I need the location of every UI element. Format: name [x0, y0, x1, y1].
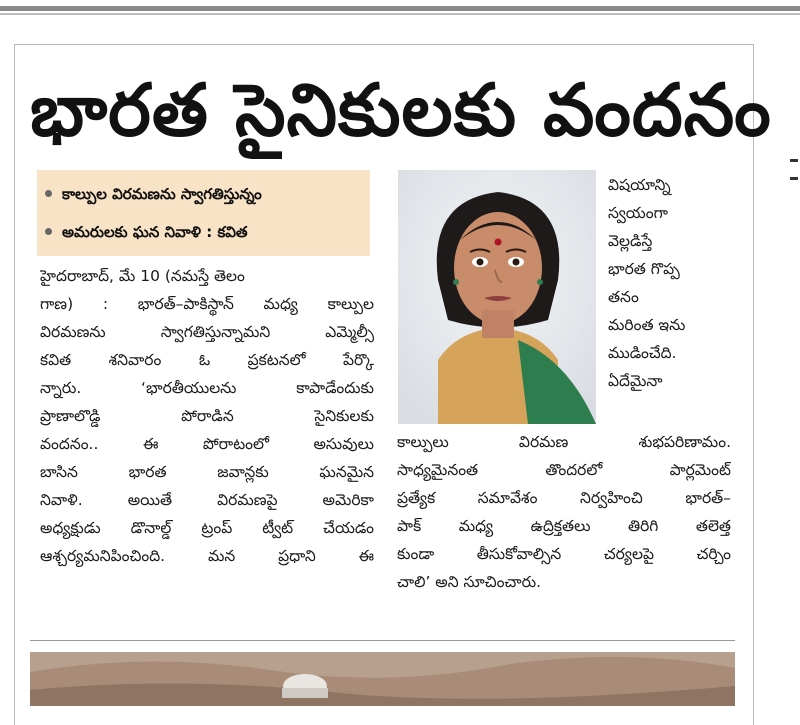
headline: భారత సైనికులకు వందనం [30, 68, 772, 152]
section-divider [30, 640, 735, 641]
bullet-icon [45, 228, 52, 235]
highlight-item [37, 214, 248, 250]
body-line: చాలి’ అని సూచించారు. [397, 573, 542, 591]
body-line: కవిత శనివారం ఓ ప్రకటనలో పేర్కొ [40, 351, 374, 369]
body-line: అధ్యక్షుడు డొనాల్డ్ ట్రంప్ ట్వీట్ చేయడం [40, 519, 374, 537]
portrait-illustration [398, 170, 596, 424]
body-line: ప్రాణాలొడ్డి పోరాడిన సైనికులకు [40, 407, 374, 425]
highlight-text: అమరులకు ఘన నివాళి : కవిత [62, 223, 248, 241]
bullet-icon [45, 190, 52, 197]
body-line: సాధ్యమైనంత తొందరలో పార్లమెంట్ [397, 461, 731, 479]
body-line: ముడించేది. [608, 344, 677, 362]
body-line: హైదరాబాద్, మే 10 (నమస్తే తెలం [40, 267, 245, 285]
body-line: విషయాన్ని [608, 176, 671, 194]
body-line: ఏదేమైనా [608, 372, 663, 390]
body-line: పాక్ మధ్య ఉద్రిక్తతలు తిరిగి తలెత్త [397, 517, 731, 535]
top-rule [0, 6, 800, 11]
body-line: కుండా తీసుకోవాల్సిన చర్యలపై చర్చిం [397, 545, 731, 563]
body-line: ప్రత్యేక సమావేశం నిర్వహించి భారత్– [397, 489, 731, 507]
body-line: గాణ) : భారత్–పాకిస్థాన్ మధ్య కాల్పుల [40, 295, 374, 313]
body-line: వందనం.. ఈ పోరాటంలో అసువులు [40, 435, 374, 453]
body-line: వెల్లడిస్తే [608, 232, 653, 250]
portrait-photo [398, 170, 596, 424]
body-line: స్వయంగా [608, 204, 668, 222]
highlight-text: కాల్పుల విరమణను స్వాగతిస్తున్నం [62, 185, 262, 203]
body-column-left [40, 262, 374, 570]
body-line: మరింత ఇను [608, 316, 686, 334]
body-line: తనం [608, 288, 639, 306]
body-line: బాసిన భారత జవాన్లకు ఘనమైన [40, 463, 374, 481]
landscape-illustration [30, 652, 735, 706]
highlights-box [37, 170, 370, 256]
body-line: కాల్పులు విరమణ శుభపరిణామం. [397, 433, 731, 451]
body-line: ఆశ్చర్యమనిపించింది. మన ప్రధాని ఈ [40, 547, 374, 565]
highlight-item [37, 176, 262, 212]
next-article-photo [30, 652, 735, 706]
adjacent-text-fragment [788, 155, 800, 195]
body-column-right-top [608, 171, 738, 395]
body-column-right-bottom [397, 428, 731, 596]
body-line: భారత గొప్ప [608, 260, 680, 278]
top-rule-thin [0, 13, 800, 15]
body-line: విరమణను స్వాగతిస్తున్నామని ఎమ్మెల్సీ [40, 323, 374, 341]
body-line: న్నారు. ‘భారతీయులను కాపాడేందుకు [40, 379, 374, 397]
body-line: నివాళి. అయితే విరమణపై అమెరికా [40, 491, 374, 509]
